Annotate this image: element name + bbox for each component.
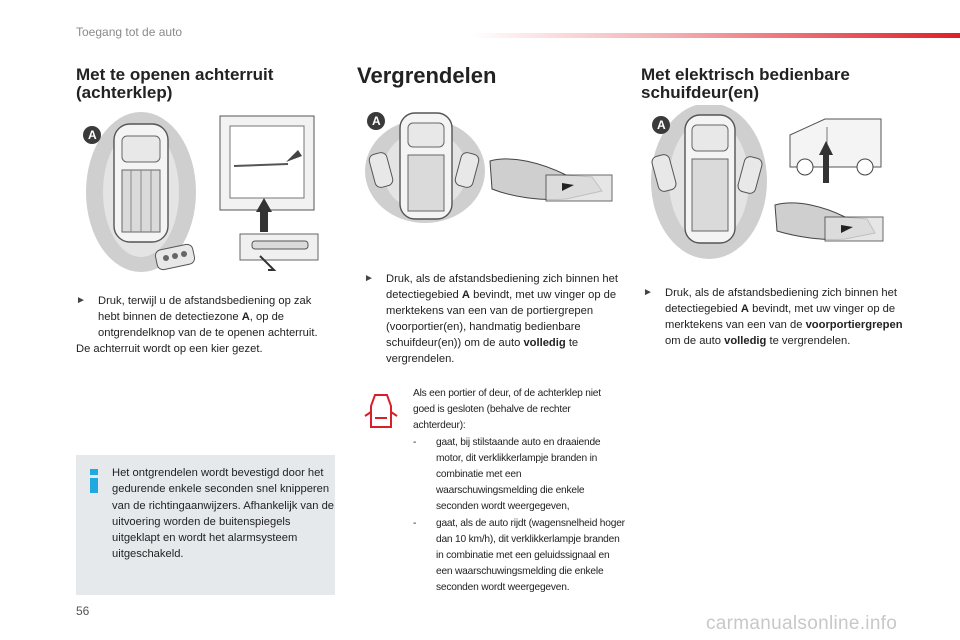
- bullet-sliding-door: [643, 285, 905, 349]
- zone-a-label: A: [372, 114, 381, 128]
- rear-window-view: [220, 116, 314, 210]
- zone-a-label: A: [657, 118, 666, 132]
- triangle-bullet-icon: ►: [643, 287, 653, 298]
- zone-a-label: A: [88, 128, 97, 142]
- warning-item: - gaat, als de auto rijdt (wagensnelheid hoger dan 10 km/h), dit verklikkerlampje branden in combinatie met een geluidssignaal en een waarschuwingsmelding die enkele seconden wordt weergegeven.: [413, 517, 625, 594]
- header-accent-bar: [470, 33, 960, 38]
- illustration-sliding-door: [645, 105, 885, 265]
- bullet-locking: [364, 271, 626, 367]
- triangle-bullet-icon: ►: [364, 273, 374, 284]
- illustration-locking: [362, 105, 622, 225]
- warning-item: - gaat, bij stilstaande auto en draaiende motor, dit verklikkerlampje branden in combinatie met een waarschuwingsmelding die enkele seconden wordt weergegeven,: [413, 436, 601, 513]
- hand-on-handle: [490, 159, 612, 201]
- watermark: carmanualsonline.info: [706, 613, 898, 634]
- heading-sliding-door: Met elektrisch bedienbare schuifdeur(en): [641, 65, 850, 102]
- page-number: 56: [76, 604, 90, 618]
- heading-tailgate: Met te openen achterruit (achterklep): [76, 65, 274, 102]
- van-side-view: [790, 119, 881, 175]
- bullet-text: Druk, terwijl u de afstandsbediening op zak hebt binnen de detectiezone A, op de ontgrendelknop van de te openen achterruit.: [98, 295, 318, 339]
- heading-locking: Vergrendelen: [357, 63, 497, 88]
- section-title: Toegang tot de auto: [76, 25, 183, 39]
- bullet-text: Druk, als de afstandsbediening zich binnen het detectiegebied A bevindt, met uw vinger op de merktekens van een van de voorportiergrepen om de auto volledig te vergrendelen.: [665, 287, 903, 347]
- bullet-tailgate: [76, 293, 326, 357]
- result-text: De achterruit wordt op een kier gezet.: [76, 343, 263, 355]
- info-text: Het ontgrendelen wordt bevestigd door het gedurende enkele seconden snel knipperen van de richtingaanwijzers. Afhankelijk van de uitvoering worden de buitenspiegels uitgeklapt en wordt het alarmsysteem uitgeschakeld.: [112, 467, 335, 561]
- triangle-bullet-icon: ►: [76, 295, 86, 306]
- bullet-text: Druk, als de afstandsbediening zich binnen het detectiegebied A bevindt, met uw vinger op de merktekens van een van de portiergrepen (voorportier(en), handmatig bedienbare schuifdeur(en)) om de auto volledig te vergrendelen.: [386, 273, 618, 365]
- door-warning-icon: [364, 392, 398, 432]
- warning-text: [413, 386, 625, 597]
- warning-intro: Als een portier of deur, of de achterklep niet goed is gesloten (behalve de rechter achterdeur):: [413, 388, 601, 432]
- hand-on-handle: [775, 203, 883, 241]
- illustration-tailgate: [74, 110, 344, 280]
- info-icon: [88, 469, 100, 493]
- handle-closeup: [240, 234, 318, 270]
